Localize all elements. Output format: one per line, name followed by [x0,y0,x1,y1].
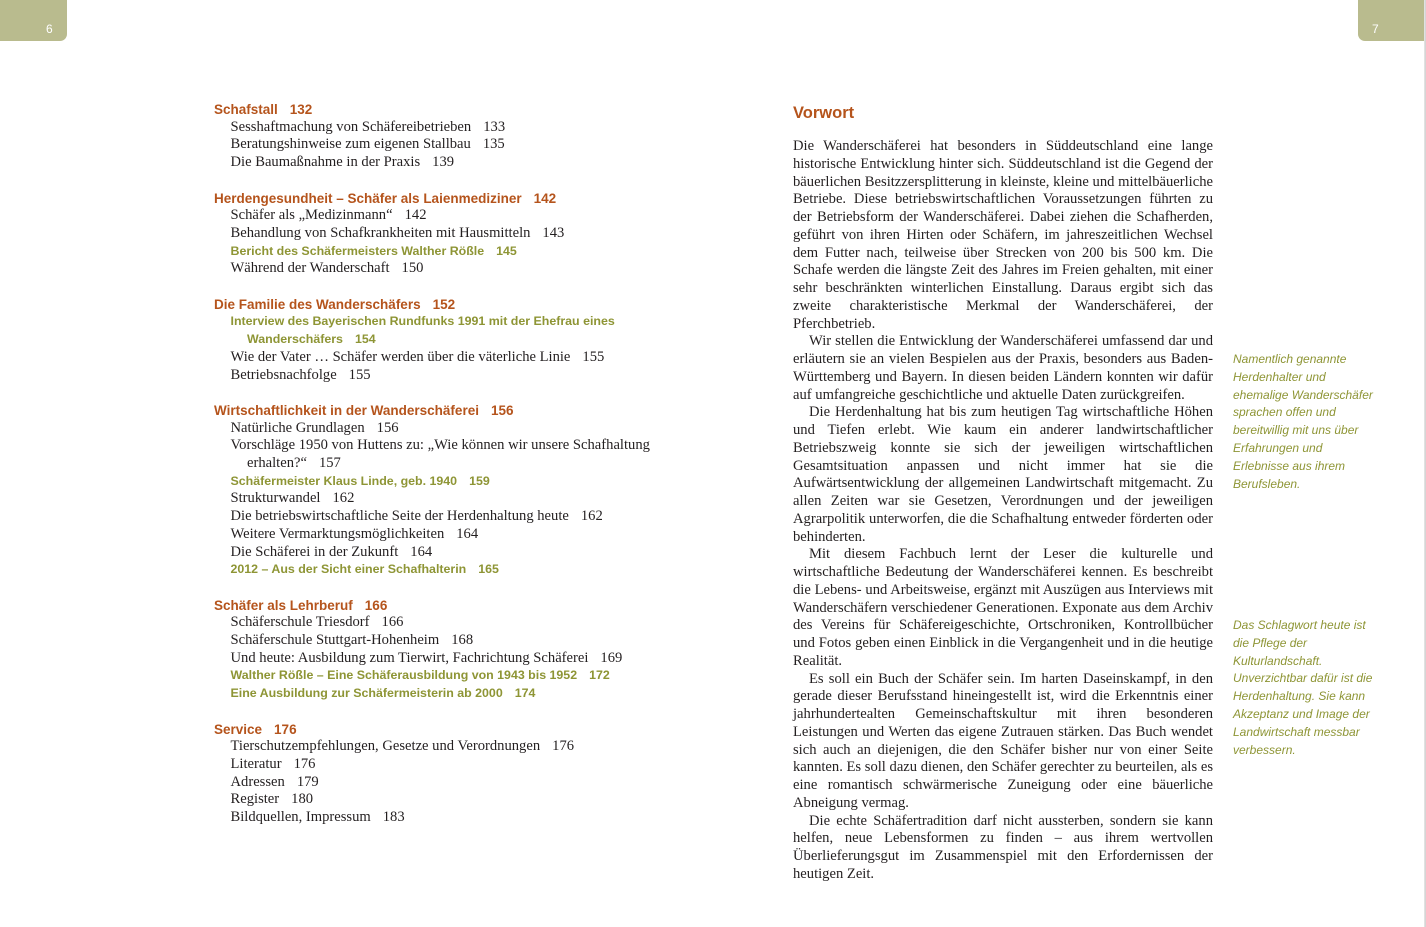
page-number-left: 6 [46,22,53,36]
toc-entry-page: 142 [404,207,427,224]
toc-entry-text: Register [230,791,280,808]
toc-entry-text: Interview des Bayerischen Rundfunks 1991 mit der Ehefrau eines Wanderschäfers [230,314,615,347]
vorwort-paragraph: Es soll ein Buch der Schäfer sein. Im harten Daseinskampf, in den gerade dieser Berufsstand hineingestellt ist, wird die Erkenntnis einer jahrhundertealten Gemeinschaftskultur mit ihren besonderen Leistungen und Werten das eigene Zutrauen stärken. Das Buch wendet sich auch an diejenigen, die den Schäfer bisher nur von einer Seite kannten. Es soll dazu dienen, den Schäfer gerechter zu beurteilen, als es eine romantisch schwärmerische Zuneigung oder eine bäuerliche Abneigung vermag. [793,670,1213,811]
toc-entry-page: 159 [469,473,490,488]
toc-heading-page: 142 [533,190,557,206]
toc-entry-text: Schäfer als „Medizinmann“ [230,207,393,224]
toc-entry-page: 169 [600,649,623,666]
toc-heading [214,101,684,119]
toc-entry-highlight [214,243,684,261]
toc-entry-text: Die Baumaßnahme in der Praxis [230,154,421,171]
toc-entry-text: Weitere Vermarktungsmöglichkeiten [230,525,445,542]
toc-entry-page: 162 [580,508,603,525]
toc-entry-text: Bericht des Schäfermeisters Walther Rößle [230,243,485,258]
toc-section [214,101,684,172]
toc-heading [214,402,684,420]
page-number-tab-left [0,0,67,41]
toc-entry-text: Behandlung von Schafkrankheiten mit Hausmitteln [230,224,531,241]
toc-entry-text: Tierschutzempfehlungen, Gesetze und Verordnungen [230,738,541,755]
toc-entry-text: Natürliche Grundlagen [230,419,365,436]
toc-entry [214,119,684,137]
toc-entry-highlight [214,685,684,703]
toc-entry [214,614,684,632]
toc-entry-page: 165 [478,562,499,577]
toc-heading-text: Die Familie des Wanderschäfers [214,296,421,312]
toc-section [214,190,684,279]
toc-heading-page: 156 [490,402,514,418]
vorwort-paragraph: Die Herdenhaltung hat bis zum heutigen Tag wirtschaftliche Höhen und Tiefen erlebt. Wie kaum ein anderer landwirtschaftlicher Betriebszweig konnte sie sich der jeweiligen wirtschaftlichen Gesamtsituation anpassen und nicht immer hat sie die Aufwärtsentwicklung der allgemeinen Landwirtschaft mitgemacht. Zu allen Zeiten war sie Gesetzen, Verordnungen und der jeweiligen Agrarpolitik unterworfen, die die Schafhaltung entweder förderten oder behinderten. [793,404,1213,545]
toc-entry-page: 157 [318,455,341,472]
toc-heading-page: 176 [274,721,297,737]
vorwort-paragraph: Mit diesem Fachbuch lernt der Leser die kulturelle und wirtschaftliche Bedeutung der Wanderschäferei kennen. Es beschreibt die Lebens- und Arbeitsweise, ergänzt mit Auszügen aus Interviews mit Wanderschäfern verschiedener Generationen. Exponate aus dem Archiv des Vereins für Schäfereigeschichte, Ortschroniken, Kontrollbücher und Fotos geben einen Einblick in die Vergangenheit und in die heutige Realität. [793,546,1213,669]
sidenote-cultural-landscape: Das Schlagwort heute ist die Pflege der Kulturlandschaft. Unverzichtbar dafür ist die Herdenhaltung. Sie kann Akzeptanz und Image der Landwirtschaft messbar verbessern. [1233,618,1373,757]
toc-entry-text: Schäferschule Stuttgart-Hohenheim [230,632,440,649]
vorwort-paragraph: Die Wanderschäferei hat besonders in Süddeutschland eine lange historische Entwicklung hinter sich. Süddeutschland ist die Gegend der bäuerlichen Besitzzersplitterung in kleinste, kleine und mittelbäuerliche Betriebe. Diese betriebswirtschaftlichen Voraussetzungen führten zu der Betriebsform der Wanderschäferei. Dabei ziehen die Schafherden, geführt von ihren Hirten oder Schäfern, im jahreszeitlichen Wechsel dem Futter nach, teilweise über Strecken von 200 bis 500 km. Die Schafe werden die längste Zeit des Jahres im Freien gehalten, mit einer sehr beschränkten winterlichen Einstallung. Daraus ergibt sich das zweite charakteristische Merkmal der Wanderschäferei, der Pferchbetrieb. [793,138,1213,332]
toc-entry-page: 179 [296,773,319,790]
toc-entry [214,349,684,367]
toc-entry-text: Betriebsnachfolge [230,366,337,383]
toc-entry-page: 145 [496,243,517,258]
vorwort-paragraph: Wir stellen die Entwicklung der Wanderschäferei umfassend dar und erläutern sie an vielen Bespielen aus der Praxis, besonders aus Baden-Württemberg und Bayern. In diesen beiden Ländern konnten wir dafür auf umfangreiche geschichtliche und aktuelle Daten zurückgreifen. [793,333,1213,403]
toc-entry [214,791,684,809]
vorwort-paragraph: Die echte Schäfertradition darf nicht aussterben, sondern sie kann helfen, neue Lebensformen zu finden – aus ihrem wertvollen Überlieferungsgut im Zusammenspiel mit den Erfordernissen der heutigen Zeit. [793,812,1213,882]
toc-heading-text: Schäfer als Lehrberuf [214,597,353,613]
toc-entry-page: 133 [483,118,506,135]
toc-heading [214,597,684,615]
toc-entry [214,508,684,526]
toc-section [214,296,684,385]
toc-heading [214,721,684,739]
toc-entry-page: 174 [514,686,536,701]
toc-entry-text: Schäferschule Triesdorf [230,614,370,631]
toc-entry-text: Die Schäferei in der Zukunft [230,543,399,560]
toc-entry-page: 164 [410,543,433,560]
toc-entry-text: Und heute: Ausbildung zum Tierwirt, Fachrichtung Schäferei [230,649,589,666]
toc-entry [214,490,684,508]
toc-entry-page: 155 [348,366,371,383]
toc-section [214,721,684,827]
toc-entry [214,225,684,243]
toc-entry-page: 168 [451,632,474,649]
toc-entry [214,154,684,172]
toc-entry-page: 176 [293,755,316,772]
vorwort-body [793,138,1213,884]
toc-entry-text: Schäfermeister Klaus Linde, geb. 1940 [230,473,458,488]
toc-entry-page: 156 [376,419,399,436]
page-number-tab-right [1358,0,1426,41]
toc-entry [214,420,684,438]
toc-entry-text: Eine Ausbildung zur Schäfermeisterin ab 2000 [230,686,503,701]
toc-entry-page: 162 [332,490,355,507]
toc-entry [214,738,684,756]
toc-entry [214,650,684,668]
toc-heading [214,296,684,314]
vorwort-title: Vorwort [793,104,855,122]
toc-entry-text: Wie der Vater … Schäfer werden über die väterliche Linie [230,348,571,365]
toc-entry-page: 172 [589,668,610,683]
toc-entry-text: Adressen [230,773,285,790]
toc-entry-text: Bildquellen, Impressum [230,809,371,826]
toc-entry [214,526,684,544]
toc-entry-page: 183 [382,809,405,826]
toc-heading-text: Service [214,721,263,737]
toc-entry [214,437,684,472]
toc-heading-text: Wirtschaftlichkeit in der Wanderschäferei [214,402,479,418]
toc-entry-text: Vorschläge 1950 von Huttens zu: „Wie können wir unsere Schafhaltung erhalten?“ [230,437,650,472]
toc-entry-page: 143 [542,224,565,241]
toc-entry [214,544,684,562]
toc-heading-page: 166 [364,597,388,613]
toc-entry-page: 180 [291,791,314,808]
toc-entry-text: Beratungshinweise zum eigenen Stallbau [230,136,471,153]
toc-entry-page: 164 [456,525,479,542]
toc-heading-text: Herdengesundheit – Schäfer als Laienmediziner [214,190,522,206]
toc-entry-text: Walther Rößle – Eine Schäferausbildung von 1943 bis 1952 [230,668,578,683]
toc-entry [214,809,684,827]
toc-entry-text: Die betriebswirtschaftliche Seite der Herdenhaltung heute [230,508,569,525]
toc-entry-text: Sesshaftmachung von Schäfereibetrieben [230,118,472,135]
toc-entry-page: 166 [381,614,404,631]
toc-entry-highlight [214,561,684,579]
toc-entry [214,207,684,225]
toc-entry-page: 176 [552,738,575,755]
toc-entry-text: Strukturwandel [230,490,321,507]
toc-entry [214,774,684,792]
toc-entry-highlight [214,473,684,491]
toc-entry-highlight [214,313,684,348]
page-number-right: 7 [1372,22,1379,36]
toc-section [214,402,684,579]
toc-entry [214,756,684,774]
toc-section [214,597,684,703]
toc-heading [214,190,684,208]
toc-entry-page: 139 [432,154,455,171]
sidenote-interviewees: Namentlich genannte Herdenhalter und ehemalige Wanderschäfer sprachen offen und bereitwillig mit uns über Erfahrungen und Erlebnisse aus ihrem Berufsleben. [1233,352,1373,491]
toc-entry-text: Während der Wanderschaft [230,260,390,277]
toc-entry-text: Literatur [230,755,282,772]
toc-entry [214,136,684,154]
toc-entry-highlight [214,667,684,685]
toc-entry-text: 2012 – Aus der Sicht einer Schafhalterin [230,562,467,577]
toc-heading-page: 132 [289,102,313,117]
toc-entry [214,260,684,278]
table-of-contents [214,101,684,844]
toc-entry-page: 155 [582,348,605,365]
toc-heading-page: 152 [432,296,456,312]
toc-entry-page: 154 [354,332,376,347]
toc-entry [214,367,684,385]
toc-entry [214,632,684,650]
vorwort-section [793,102,1213,884]
toc-heading-text: Schafstall [214,102,278,117]
toc-entry-page: 135 [482,136,505,153]
toc-entry-page: 150 [401,260,424,277]
